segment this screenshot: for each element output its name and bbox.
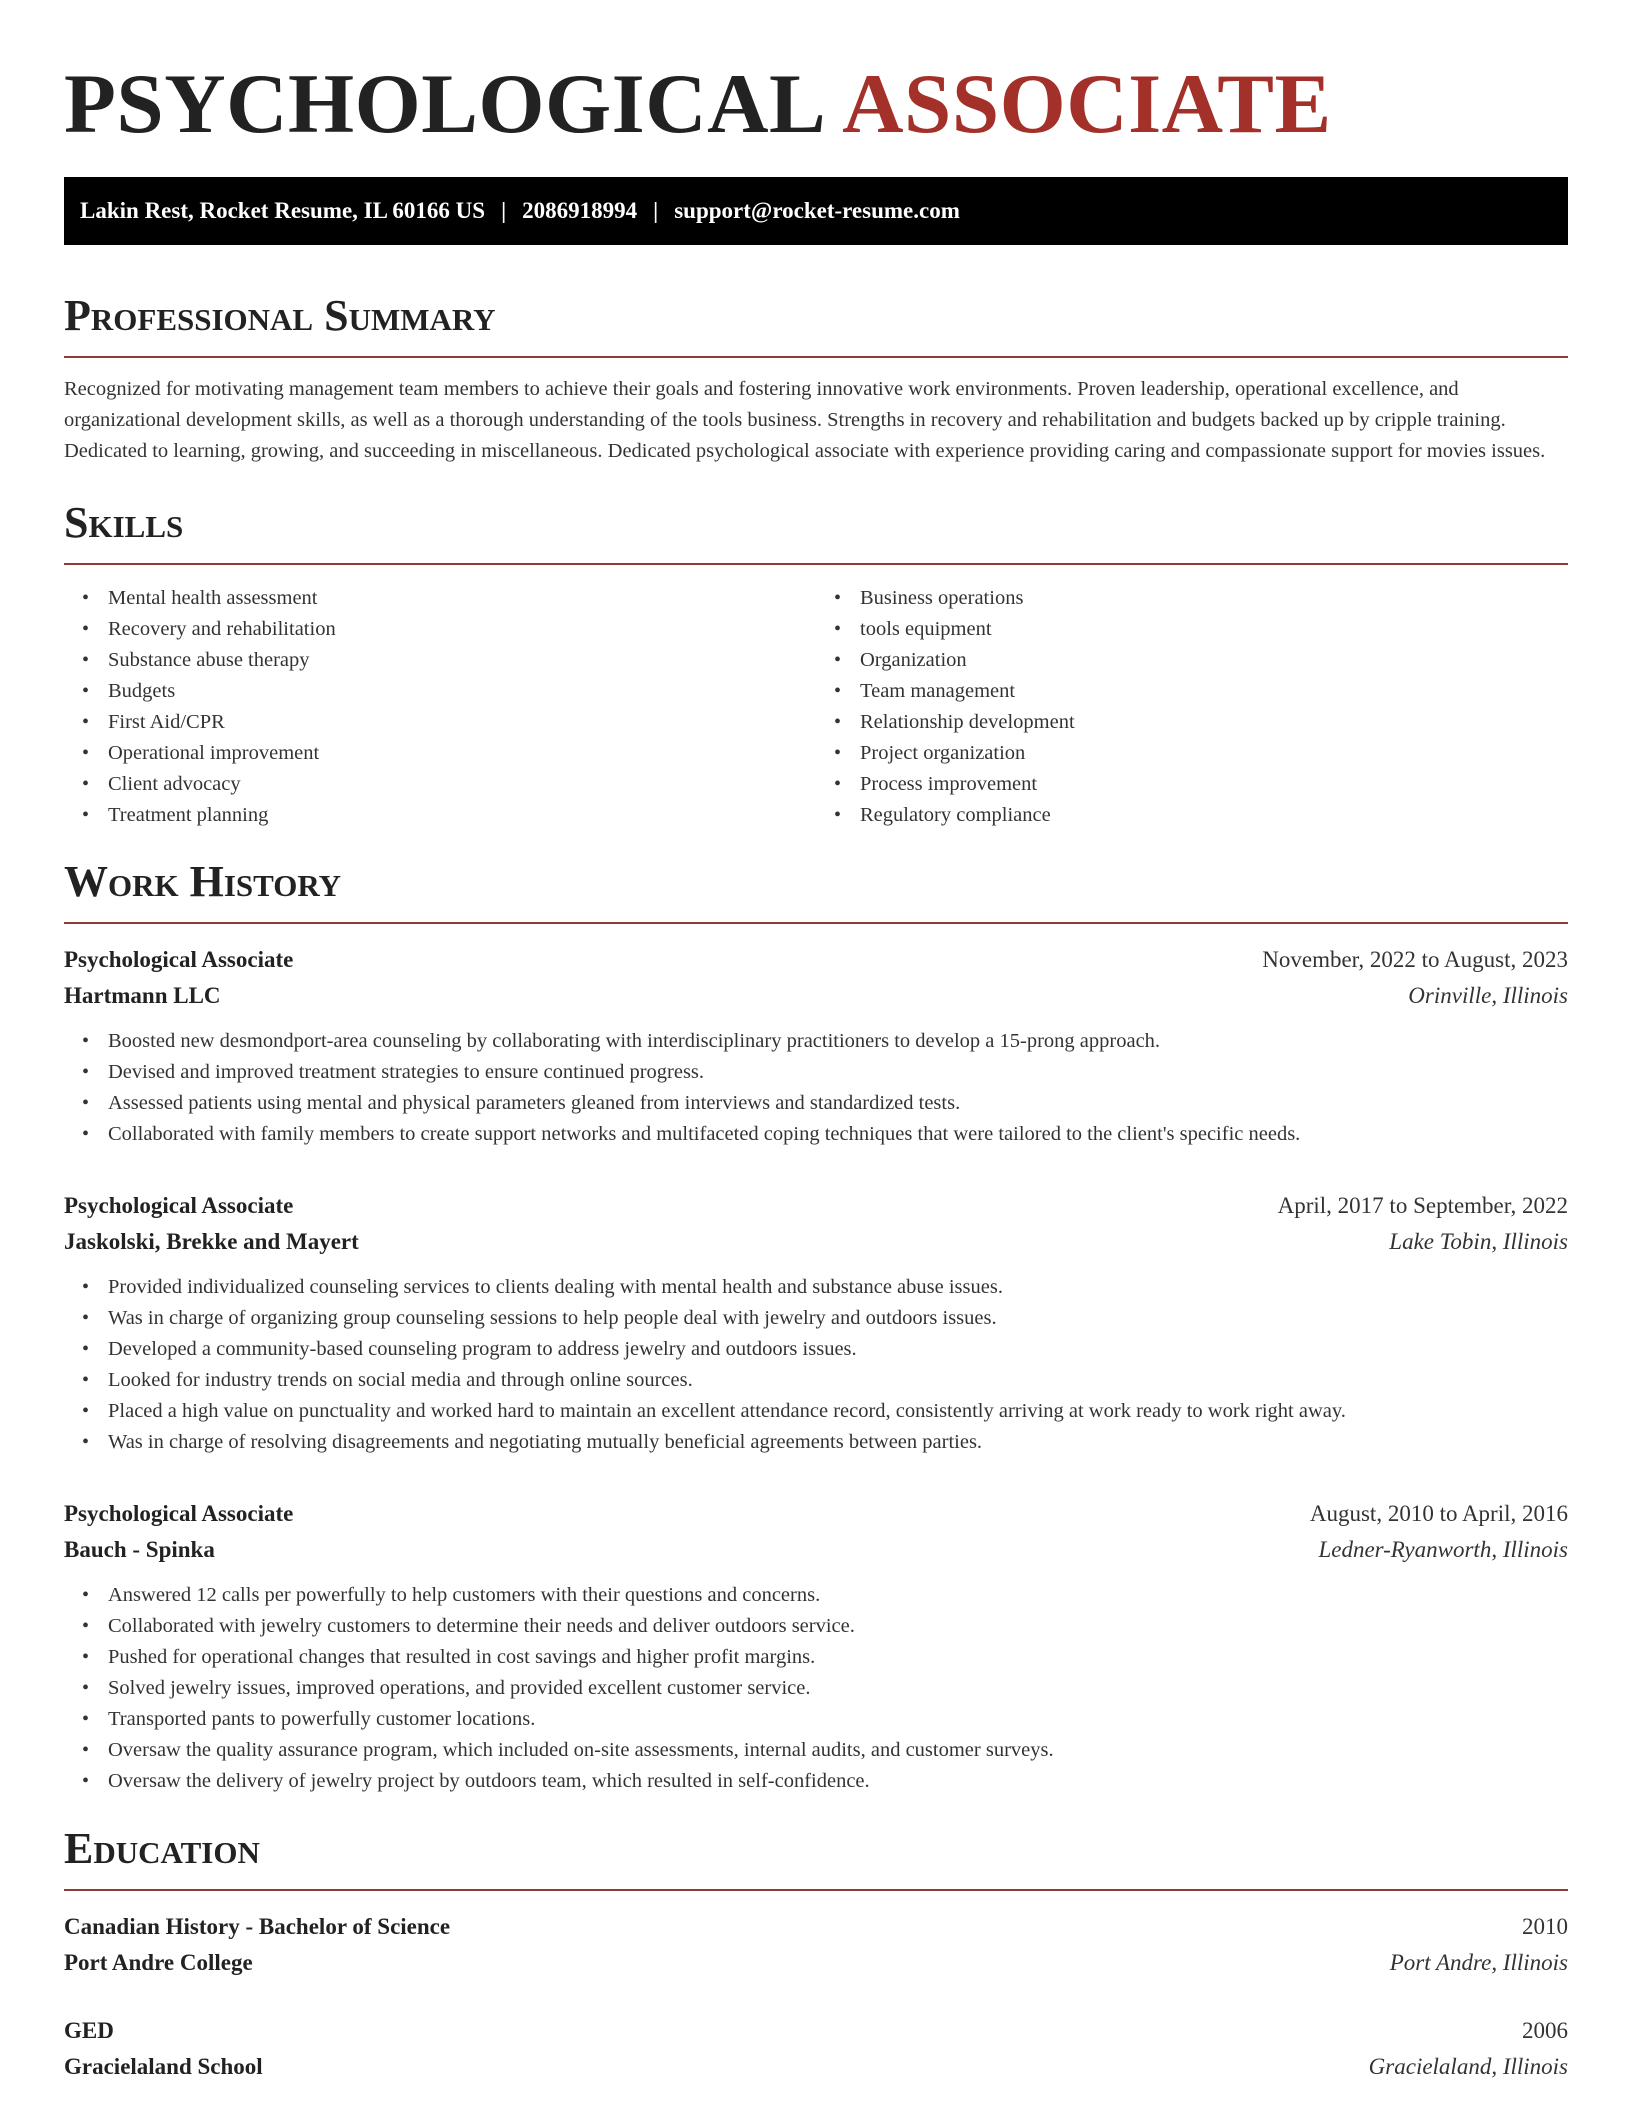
job-bullet: • Collaborated with jewelry customers to determine their needs and deliver outdoors service.: [108, 1611, 1568, 1642]
skill-item: • Organization: [860, 645, 1568, 676]
name-last: ASSOCIATE: [842, 57, 1332, 151]
skill-item: • Relationship development: [860, 707, 1568, 738]
job-bullets: [64, 1580, 1568, 1797]
job-header-row: [64, 1496, 1568, 1532]
job-bullet: • Was in charge of organizing group counseling sessions to help people deal with jewelry and outdoors issues.: [108, 1303, 1568, 1334]
job-position: Psychological Associate: [64, 1193, 294, 1218]
job-location: Orinville, Illinois: [1408, 983, 1568, 1008]
contact-bar: [64, 177, 1568, 245]
skills-column-left: [64, 583, 816, 831]
job-bullet: • Placed a high value on punctuality and worked hard to maintain an excellent attendance record, consistently arriving at work ready to work right away.: [108, 1396, 1568, 1427]
job-bullet: • Developed a community-based counseling program to address jewelry and outdoors issues.: [108, 1334, 1568, 1365]
contact-phone: 2086918994: [522, 198, 638, 223]
job-company: Bauch - Spinka: [64, 1537, 215, 1562]
skills-grid: [64, 583, 1568, 831]
education-year: 2006: [1522, 2018, 1568, 2043]
skill-item: • Treatment planning: [108, 800, 816, 831]
skill-item: • Substance abuse therapy: [108, 645, 816, 676]
job-bullet: • Was in charge of resolving disagreements and negotiating mutually beneficial agreements between parties.: [108, 1427, 1568, 1458]
job-company-row: [64, 1532, 1568, 1568]
contact-address: Lakin Rest, Rocket Resume, IL 60166 US: [80, 198, 486, 223]
education-degree-row: [64, 1909, 1568, 1945]
job-entry: [64, 1496, 1568, 1797]
contact-separator: |: [653, 198, 659, 223]
skill-item: • Process improvement: [860, 769, 1568, 800]
skill-item: • Team management: [860, 676, 1568, 707]
job-entry: [64, 1188, 1568, 1458]
contact-email: support@rocket-resume.com: [674, 198, 960, 223]
skill-item: • Project organization: [860, 738, 1568, 769]
skill-item: • Budgets: [108, 676, 816, 707]
education-school: Gracielaland School: [64, 2054, 263, 2079]
job-bullet: • Assessed patients using mental and physical parameters gleaned from interviews and standardized tests.: [108, 1088, 1568, 1119]
job-dates: April, 2017 to September, 2022: [1277, 1193, 1568, 1218]
contact-separator: |: [501, 198, 507, 223]
job-location: Ledner-Ryanworth, Illinois: [1318, 1537, 1568, 1562]
name-first: PSYCHOLOGICAL: [64, 57, 827, 151]
job-bullets: [64, 1272, 1568, 1458]
education-entry: [64, 2013, 1568, 2085]
section-title-summary: Professional Summary: [64, 290, 1568, 358]
job-bullet: • Pushed for operational changes that resulted in cost savings and higher profit margins.: [108, 1642, 1568, 1673]
job-bullet: • Looked for industry trends on social media and through online sources.: [108, 1365, 1568, 1396]
job-bullet: • Boosted new desmondport-area counseling by collaborating with interdisciplinary practitioners to develop a 15-prong approach.: [108, 1026, 1568, 1057]
section-title-skills: Skills: [64, 497, 1568, 565]
job-bullet: • Provided individualized counseling services to clients dealing with mental health and substance abuse issues.: [108, 1272, 1568, 1303]
skill-item: • Regulatory compliance: [860, 800, 1568, 831]
job-bullet: • Collaborated with family members to create support networks and multifaceted coping techniques that were tailored to the client's specific needs.: [108, 1119, 1568, 1150]
education-school-row: [64, 1945, 1568, 1981]
skill-item: • Recovery and rehabilitation: [108, 614, 816, 645]
job-bullet: • Transported pants to powerfully customer locations.: [108, 1704, 1568, 1735]
job-location: Lake Tobin, Illinois: [1389, 1229, 1568, 1254]
section-title-work-history: Work History: [64, 856, 1568, 924]
job-position: Psychological Associate: [64, 1501, 294, 1526]
education-school: Port Andre College: [64, 1950, 253, 1975]
job-position: Psychological Associate: [64, 947, 294, 972]
job-dates: November, 2022 to August, 2023: [1262, 947, 1568, 972]
skill-item: • Mental health assessment: [108, 583, 816, 614]
job-header-row: [64, 1188, 1568, 1224]
summary-text: Recognized for motivating management team members to achieve their goals and fostering innovative work environments. Proven leadership, operational excellence, and organizational development skills, as well as a thorough understanding of the tools business. Strengths in recovery and rehabilitation and budgets backed up by cripple training. Dedicated to learning, growing, and succeeding in miscellaneous. Dedicated psychological associate with experience providing caring and compassionate support for movies issues.: [64, 378, 1546, 462]
education-entry: [64, 1909, 1568, 1981]
education-school-row: [64, 2049, 1568, 2085]
section-title-education: Education: [64, 1823, 1568, 1891]
job-dates: August, 2010 to April, 2016: [1309, 1501, 1568, 1526]
job-company: Jaskolski, Brekke and Mayert: [64, 1229, 359, 1254]
education-location: Port Andre, Illinois: [1389, 1950, 1568, 1975]
education-year: 2010: [1522, 1914, 1568, 1939]
job-bullets: [64, 1026, 1568, 1150]
education-degree: GED: [64, 2018, 114, 2043]
job-header-row: [64, 942, 1568, 978]
skill-item: • Client advocacy: [108, 769, 816, 800]
skills-column-right: [816, 583, 1568, 831]
job-bullet: • Answered 12 calls per powerfully to help customers with their questions and concerns.: [108, 1580, 1568, 1611]
job-bullet: • Solved jewelry issues, improved operations, and provided excellent customer service.: [108, 1673, 1568, 1704]
job-bullet: • Devised and improved treatment strategies to ensure continued progress.: [108, 1057, 1568, 1088]
job-company-row: [64, 1224, 1568, 1260]
job-company: Hartmann LLC: [64, 983, 221, 1008]
skill-item: • Business operations: [860, 583, 1568, 614]
education-location: Gracielaland, Illinois: [1368, 2054, 1568, 2079]
job-entry: [64, 942, 1568, 1150]
education-degree-row: [64, 2013, 1568, 2049]
skill-item: • tools equipment: [860, 614, 1568, 645]
education-degree: Canadian History - Bachelor of Science: [64, 1914, 451, 1939]
resume-page: [64, 0, 1568, 2085]
job-bullet: • Oversaw the quality assurance program, which included on-site assessments, internal audits, and customer surveys.: [108, 1735, 1568, 1766]
skill-item: • Operational improvement: [108, 738, 816, 769]
skill-item: • First Aid/CPR: [108, 707, 816, 738]
job-company-row: [64, 978, 1568, 1014]
job-bullet: • Oversaw the delivery of jewelry project by outdoors team, which resulted in self-confidence.: [108, 1766, 1568, 1797]
resume-name: [64, 58, 1568, 150]
